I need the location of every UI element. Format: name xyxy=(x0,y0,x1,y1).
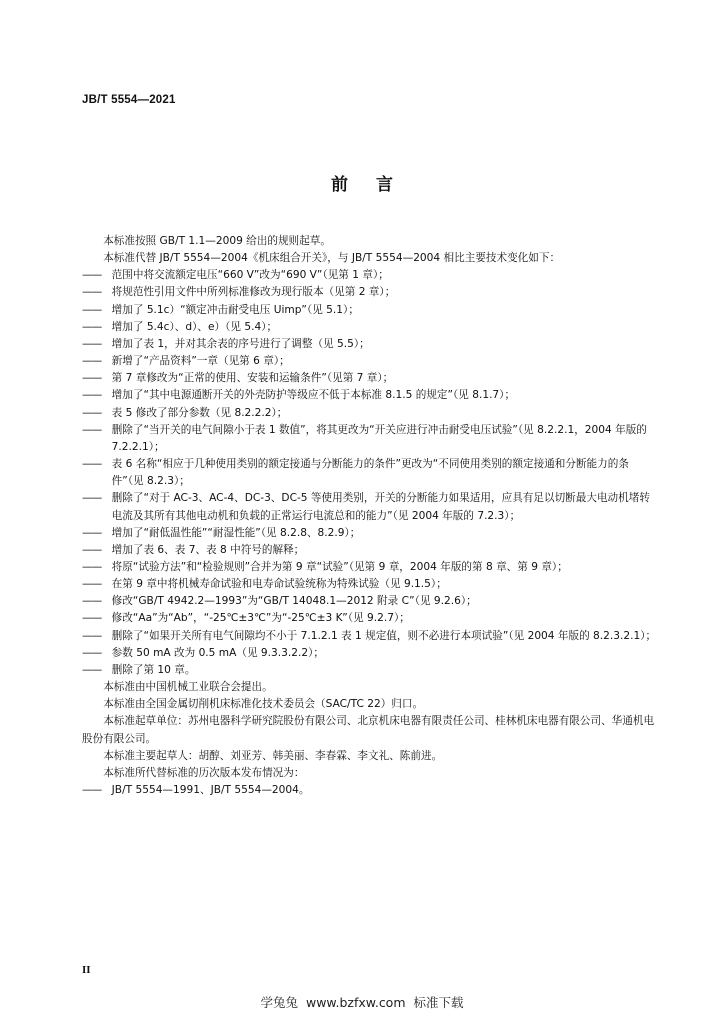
change-item xyxy=(82,405,658,422)
changes-list xyxy=(82,267,658,679)
paragraph: 本标准代替 JB/T 5554—2004《机床组合开关》，与 JB/T 5554—2004 相比主要技术变化如下： xyxy=(103,252,561,265)
page-title: 前言 xyxy=(331,175,421,195)
list-dash: —— xyxy=(82,784,102,796)
list-item-text: 增加了 5.4c）、d）、e）（见 5.4）； xyxy=(111,320,278,333)
list-item-text: 将规范性引用文件中所列标准修改为现行版本（见第 2 章）； xyxy=(111,286,396,299)
list-item-text: 在第 9 章中将机械寿命试验和电寿命试验统称为特殊试验（见 9.1.5）； xyxy=(111,578,447,591)
paragraph: 本标准由中国机械工业联合会提出。 xyxy=(103,681,273,694)
list-dash: —— xyxy=(82,646,102,659)
change-item xyxy=(82,302,658,319)
change-item xyxy=(82,662,658,679)
list-item-text: 表 5 修改了部分参数（见 8.2.2.2）； xyxy=(111,406,288,419)
list-dash: —— xyxy=(82,629,102,642)
change-item xyxy=(82,370,658,387)
list-item-text: 参数 50 mA 改为 0.5 mA（见 9.3.3.2.2）； xyxy=(111,646,324,659)
list-dash: —— xyxy=(82,269,102,282)
change-item xyxy=(82,267,658,284)
list-dash: —— xyxy=(82,543,102,556)
list-item-text: 删除了“对于 AC-3、AC-4、DC-3、DC-5 等使用类别，开关的分断能力如果适用，应具有足以切断最大电动机堵转电流及其所有其他电动机和负载的正常运行电流总和的能力”（见 2004 年版的 7.2.3）； xyxy=(111,492,650,522)
closing-paragraphs xyxy=(82,679,658,782)
change-item xyxy=(82,525,658,542)
list-dash: —— xyxy=(82,526,102,539)
list-item-text: 第 7 章修改为“正常的使用、安装和运输条件”（见第 7 章）； xyxy=(111,372,394,385)
list-dash: —— xyxy=(82,578,102,591)
list-item-text: 增加了表 6、表 7、表 8 中符号的解释； xyxy=(111,543,305,556)
list-dash: —— xyxy=(82,560,102,573)
list-dash: —— xyxy=(82,389,102,402)
paragraph: 本标准所代替标准的历次版本发布情况为： xyxy=(103,766,305,779)
change-item xyxy=(82,456,658,490)
list-dash: —— xyxy=(82,320,102,333)
list-item-text: 范围中将交流额定电压“660 V”改为“690 V”（见第 1 章）； xyxy=(111,269,389,282)
change-item xyxy=(82,559,658,576)
list-item-text: 增加了“其中电源通断开关的外壳防护等级应不低于本标准 8.1.5 的规定”（见 8.1.7）； xyxy=(111,389,516,402)
document-body xyxy=(82,233,658,799)
list-dash: —— xyxy=(82,337,102,350)
paragraph: 本标准主要起草人：胡醇、刘亚芳、韩美丽、李春霖、李文礼、陈前进。 xyxy=(103,749,443,762)
list-dash: —— xyxy=(82,595,102,608)
document-code: JB/T 5554—2021 xyxy=(82,94,176,106)
page-number: II xyxy=(82,964,91,976)
list-item-text: 增加了 5.1c）“额定冲击耐受电压 Uimp”（见 5.1）； xyxy=(111,303,359,316)
list-item-text: 删除了“当开关的电气间隙小于表 1 数值”，将其更改为“开关应进行冲击耐受电压试验”（见 8.2.2.1，2004 年版的 7.2.2.1）； xyxy=(111,423,647,453)
list-item-text: 新增了“产品资料”一章（见第 6 章）； xyxy=(111,355,290,368)
change-item xyxy=(82,284,658,301)
list-dash: —— xyxy=(82,663,102,676)
list-dash: —— xyxy=(82,458,102,471)
change-item xyxy=(82,593,658,610)
list-item-text: 删除了第 10 章。 xyxy=(111,663,196,676)
change-item xyxy=(82,576,658,593)
list-dash: —— xyxy=(82,492,102,505)
change-item xyxy=(82,422,658,456)
list-item-text: 修改“GB/T 4942.2—1993”为“GB/T 14048.1—2012 附录 C”（见 9.2.6）； xyxy=(111,595,477,608)
list-dash: —— xyxy=(82,406,102,419)
list-dash: —— xyxy=(82,355,102,368)
list-item-text: 表 6 名称“相应于几种使用类别的额定接通与分断能力的条件”更改为“不同使用类别的额定接通和分断能力的条件”（见 8.2.3）； xyxy=(111,458,629,488)
history-list xyxy=(82,782,658,799)
list-item-text: JB/T 5554—1991、JB/T 5554—2004。 xyxy=(111,784,310,796)
paragraph: 本标准起草单位：苏州电器科学研究院股份有限公司、北京机床电器有限责任公司、桂林机床电器有限公司、华通机电股份有限公司。 xyxy=(82,715,655,745)
footer-watermark: 学兔兔 www.bzfxw.com 标准下载 xyxy=(260,995,464,1010)
paragraph: 本标准由全国金属切削机床标准化技术委员会（SAC/TC 22）归口。 xyxy=(103,698,424,711)
change-item xyxy=(82,353,658,370)
intro-paragraphs xyxy=(82,233,658,267)
list-item-text: 增加了“耐低温性能”“耐湿性能”（见 8.2.8、8.2.9）； xyxy=(111,526,361,539)
change-item xyxy=(82,490,658,524)
list-dash: —— xyxy=(82,286,102,299)
list-dash: —— xyxy=(82,612,102,625)
list-dash: —— xyxy=(82,303,102,316)
list-dash: —— xyxy=(82,423,102,436)
list-item-text: 删除了“如果开关所有电气间隙均不小于 7.1.2.1 表 1 规定值，则不必进行本项试验”（见 2004 年版的 8.2.3.2.1）； xyxy=(111,629,657,642)
change-item xyxy=(82,319,658,336)
history-item xyxy=(82,782,658,799)
list-dash: —— xyxy=(82,372,102,385)
change-item xyxy=(82,336,658,353)
change-item xyxy=(82,628,658,645)
list-item-text: 增加了表 1，并对其余表的序号进行了调整（见 5.5）； xyxy=(111,337,370,350)
change-item xyxy=(82,387,658,404)
change-item xyxy=(82,542,658,559)
paragraph: 本标准按照 GB/T 1.1—2009 给出的规则起草。 xyxy=(103,235,331,247)
change-item xyxy=(82,610,658,627)
list-item-text: 将原“试验方法”和“检验规则”合并为第 9 章“试验”（见第 9 章，2004 年版的第 8 章、第 9 章）； xyxy=(111,560,568,573)
change-item xyxy=(82,645,658,662)
list-item-text: 修改“Aa”为“Ab”，“-25℃±3℃”为“-25℃±3 K”（见 9.2.7）； xyxy=(111,612,410,625)
